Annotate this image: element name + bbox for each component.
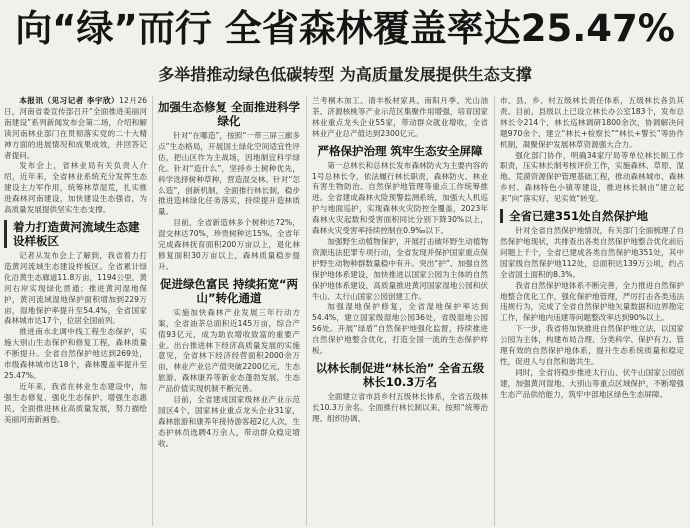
section-heading: 促进绿色富民 持续拓宽“两山”转化通道	[159, 276, 299, 305]
article-column-4	[500, 96, 684, 526]
column-divider	[306, 96, 307, 526]
lead-paragraph	[4, 96, 147, 161]
section-heading: 加强生态修复 全面推进科学绿化	[158, 100, 300, 128]
body-paragraph: 我省自然保护地体系不断完善，全力推进自然保护地整合优化工作，强化保护地管理，严厉打击各类违法违规行为，完成了全省自然保护地矢量数据和边界勘定工作，保护地内违建等问题整改率达到90%以上。	[500, 280, 684, 323]
body-paragraph: 推进南水北调中线工程生态保护，实施大别山生态保护和修复工程，森林质量不断提升。全省自然保护地达到269处，市级森林城市达18个，森林覆盖率提升至25.47%。	[4, 327, 147, 380]
byline: 本报讯（见习记者 李宇欣）	[19, 96, 120, 105]
body-paragraph: 记者从发布会上了解到，我省着力打造黄河流域生态建设样板区。全省累计绿化沿黄生态廊道11.8万亩，1194公里，黄河右岸实现绿化贯通；推进黄河湿地保护，黄河流域湿地保护面积增加到229万亩，湿地保护率提升至54.4%，全省国家森林城市达17个，位居全国前列。	[4, 250, 147, 326]
section-heading: 以林长制促进“林长治” 全省五级林长10.3万名	[315, 360, 485, 389]
body-paragraph: 目前，全省新造林多个树种达72%，混交林达70%，珍贵树种达15%。全省年完成森林抚育面积200万亩以上，退化林修复面积30万亩以上，森林质量稳步提升。	[158, 218, 300, 271]
body-paragraph: 加强野生动植物保护，开展打击破坏野生动植物资源违法犯罪专项行动，全省发现并保护国家重点保护野生动物种群数量稳中有升。突出“护”、加强自然保护地体系建设，加快推进以国家公园为主体的自然保护地体系建设，高质量推进黄河国家湿地公园和伏牛山、太行山国家公园创建工作。	[312, 236, 488, 301]
body-paragraph: 兰考桐木加工、清丰板材家具、南阳月季、光山油茶、济源核桃等产业示范区集聚作用增强，培育国家林业重点龙头企业55家，带动群众就业增收，全省林业产业总产值达到2300亿元。	[312, 96, 488, 138]
body-paragraph: 下一步，我省将加快推进自然保护地立法，以国家公园为主体，构建布局合理、分类科学、保护有力、管理有效的自然保护地体系，提升生态系统质量和稳定性，促进人与自然和谐共生。	[500, 324, 684, 366]
column-divider	[494, 96, 495, 526]
body-paragraph: 强化部门协作，明确34家厅局等单位林长制工作职责，压实林长制考核评价工作，实施森林、草原、湿地、荒漠资源保护管理基础工程，推动森林城市、森林乡村、森林特色小镇等建设，推进林长制由“建立起来”向“落实好、见实效”转变。	[500, 150, 684, 204]
body-paragraph: 针对“在哪造”，按照“一带三屏三廊多点”生态格局，开展国土绿化空间适宜性评估，把山区作为主战场，因地制宜科学绿化。针对“造什么”，坚持乡土树种优先，科学选择树种草种，营造混交林。针对“怎么造”，创新机制，全面推行林长制，稳步推进造林绿化任务落实，持续提升造林质量。	[158, 131, 300, 217]
section-heading: 全省已建351处自然保护地	[500, 209, 684, 223]
column-divider	[152, 96, 153, 526]
body-paragraph: 加强湿地保护修复，全省湿地保护率达到54.4%，建立国家级湿地公园36处，省级湿地公园56处。开展“绿盾”自然保护地强化监督，持续推进自然保护地整合优化，打造全国一流的生态保护样板。	[312, 302, 488, 356]
article-column-3	[312, 96, 488, 526]
body-paragraph: 目前，全省建成国家级林业产业示范园区4个，国家林业重点龙头企业31家，森林旅游和康养年接待游客超2亿人次，生态护林员选聘4万余人，带动群众稳定增收。	[158, 395, 300, 448]
lead-text: 12月26日，河南省委宣传部召开“全面推进美丽河南建设”系列新闻发布会第二场，介绍和解读河南林业部门在贯彻落实党的二十大精神方面的进展情况和成果成效，并回答记者提问。	[4, 96, 147, 160]
body-paragraph: 同时，全省将稳步推进太行山、伏牛山国家公园创建，加强黄河湿地、大别山等重点区域保护，不断增强生态产品供给能力，筑牢中部地区绿色生态屏障。	[500, 367, 684, 399]
article-column-1	[4, 96, 147, 526]
section-heading: 着力打造黄河流域生态建设样板区	[4, 220, 147, 248]
headline: 向“绿”而行 全省森林覆盖率达25.47%	[15, 7, 675, 50]
body-paragraph: 全面建立省市县乡村五级林长体系，全省五级林长10.3万余名。全面推行林长制以来，按照“统筹治理、组织协调、	[312, 391, 488, 423]
section-heading: 严格保护治理 筑牢生态安全屏障	[317, 143, 483, 158]
body-paragraph: 市、县、乡、村五级林长责任体系，五级林长各负其责。目前，县级以上已设立林长办公室183个，发布总林长令214个，林长巡林调研1800余次，协调解决问题970余个，建立“林长+检察长”“林长+警长”等协作机制，凝聚保护发展林草资源强大合力。	[500, 96, 684, 149]
body-paragraph: 发布会上，省林业局有关负责人介绍，近年来，全省林业系统充分发挥生态建设主力军作用，统筹林草湿荒，扎实推进森林河南建设，加快建设生态强省，为高质量发展提供坚实生态支撑。	[4, 161, 147, 215]
article-column-2	[158, 96, 300, 526]
body-paragraph: 实施加快森林产业发展三年行动方案，全省油茶总面积近145万亩，综合产值93亿元，成为助农增收致富的重要产业。出台推进林下经济高质量发展的实施意见，全省林下经济经营面积2000余万亩，林业产业总产值突破2200亿元，生态旅游、森林康养等新业态蓬勃发展，生态产品价值实现机制不断完善。	[158, 307, 300, 394]
subhead: 多举措推动绿色低碳转型 为高质量发展提供生态支撑	[158, 65, 532, 84]
body-paragraph: 第一总林长和总林长发布森林防火为主要内容的1号总林长令，依法履行林长职责，森林防火、林业有害生物防治、自然保护地管理等重点工作统筹推进。全省建成森林火险预警监测系统，加强大人机巡护与地面巡护，实现森林火灾防控全覆盖，2023年森林火灾起数和受害面积同比分别下降30%以上，森林火灾受害率持续控制在0.9‰以下。	[312, 160, 488, 236]
body-paragraph: 针对全省自然保护地情况，有关部门全面梳理了自然保护地现状，共排查出各类自然保护地整合优化前后问题上千个，全省已建成各类自然保护地351处，其中国家级自然保护地112处，总面积达139万公顷，约占全省国土面积的8.3%。	[500, 226, 684, 279]
body-paragraph: 近年来，我省在林业生态建设中，加强生态修复、强化生态保护、增强生态惠民，全面推进林业高质量发展，努力描绘美丽河南新画卷。	[4, 381, 147, 424]
